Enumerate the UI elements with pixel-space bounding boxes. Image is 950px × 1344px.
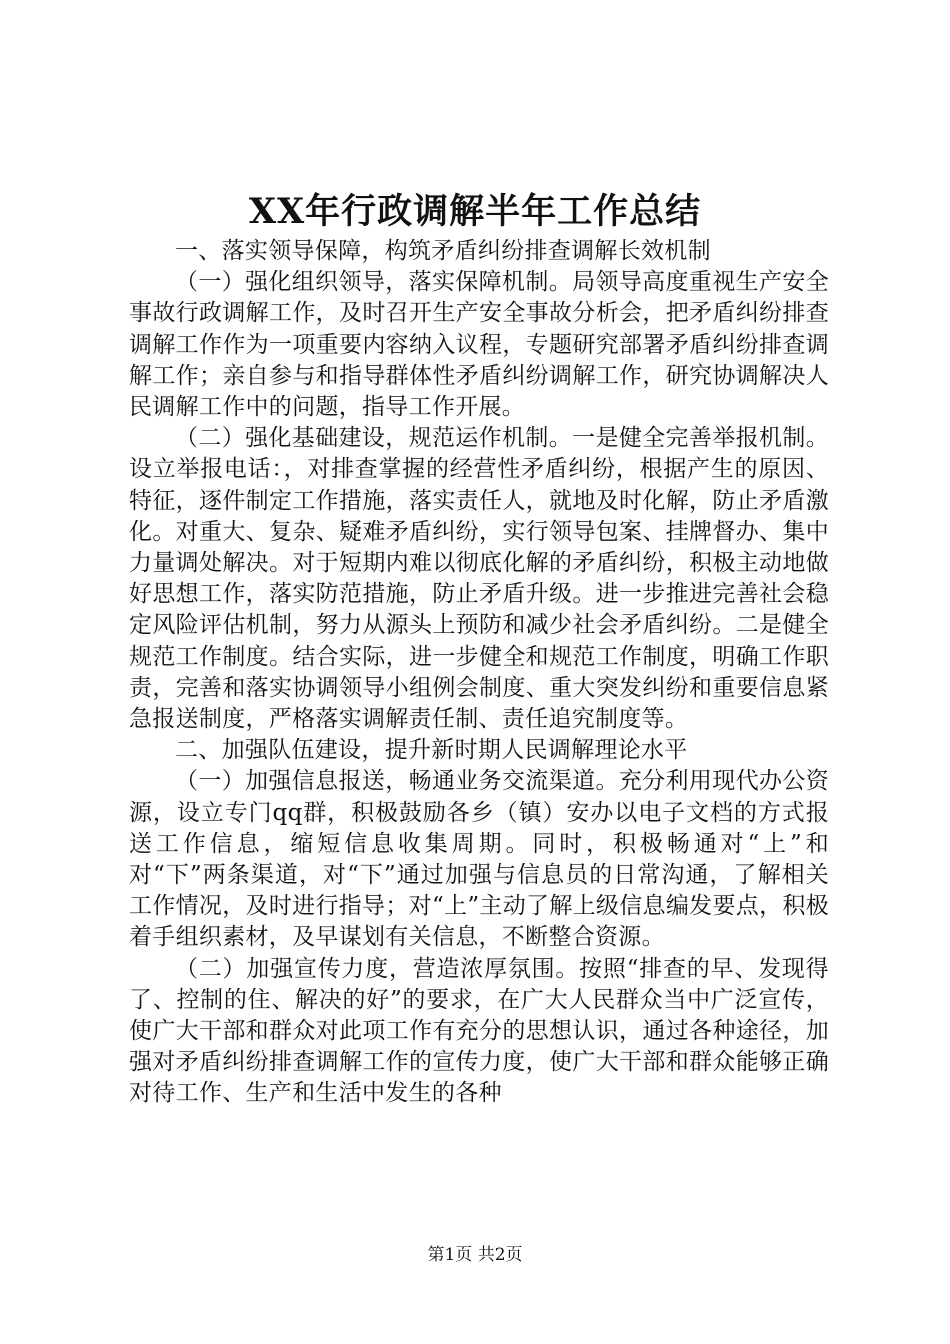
paragraph-2-1: （一）加强信息报送，畅通业务交流渠道。充分利用现代办公资源，设立专门qq群，积极鼓励各乡（镇）安办以电子文档的方式报送工作信息，缩短信息收集周期。同时，积极畅通对“上”和对“下”两条渠道，对“下”通过加强与信息员的日常沟通，了解相关工作情况，及时进行指导；对“上”主动了解上级信息编发要点，积极着手组织素材，及早谋划有关信息，不断整合资源。 — [129, 768, 829, 951]
paragraph-1-2: （二）强化基础建设，规范运作机制。一是健全完善举报机制。设立举报电话：，对排查掌握的经营性矛盾纠纷，根据产生的原因、特征，逐件制定工作措施，落实责任人，就地及时化解，防止矛盾激化。对重大、复杂、疑难矛盾纠纷，实行领导包案、挂牌督办、集中力量调处解决。对于短期内难以彻底化解的矛盾纠纷，积极主动地做好思想工作，落实防范措施，防止矛盾升级。进一步推进完善社会稳定风险评估机制，努力从源头上预防和减少社会矛盾纠纷。二是健全规范工作制度。结合实际，进一步健全和规范工作制度，明确工作职责，完善和落实协调领导小组例会制度、重大突发纠纷和重要信息紧急报送制度，严格落实调解责任制、责任追究制度等。 — [129, 425, 829, 733]
document-title: XX年行政调解半年工作总结 — [248, 191, 702, 232]
document-body — [129, 236, 829, 1110]
section-heading-2: 二、加强队伍建设，提升新时期人民调解理论水平 — [175, 737, 688, 764]
section-heading-1: 一、落实领导保障，构筑矛盾纠纷排查调解长效机制 — [175, 238, 711, 264]
page-footer: 第1页 共2页 — [427, 1245, 523, 1265]
paragraph-1-1: （一）强化组织领导，落实保障机制。局领导高度重视生产安全事故行政调解工作，及时召开生产安全事故分析会，把矛盾纠纷排查调解工作作为一项重要内容纳入议程，专题研究部署矛盾纠纷排查调解工作；亲自参与和指导群体性矛盾纠纷调解工作，研究协调解决人民调解工作中的问题，指导工作开展。 — [129, 269, 829, 421]
paragraph-2-2: （二）加强宣传力度，营造浓厚氛围。按照“排查的早、发现得了、控制的住、解决的好”的要求，在广大人民群众当中广泛宣传，使广大干部和群众对此项工作有充分的思想认识，通过各种途径，加强对矛盾纠纷排查调解工作的宣传力度，使广大干部和群众能够正确对待工作、生产和生活中发生的各种 — [129, 955, 829, 1107]
